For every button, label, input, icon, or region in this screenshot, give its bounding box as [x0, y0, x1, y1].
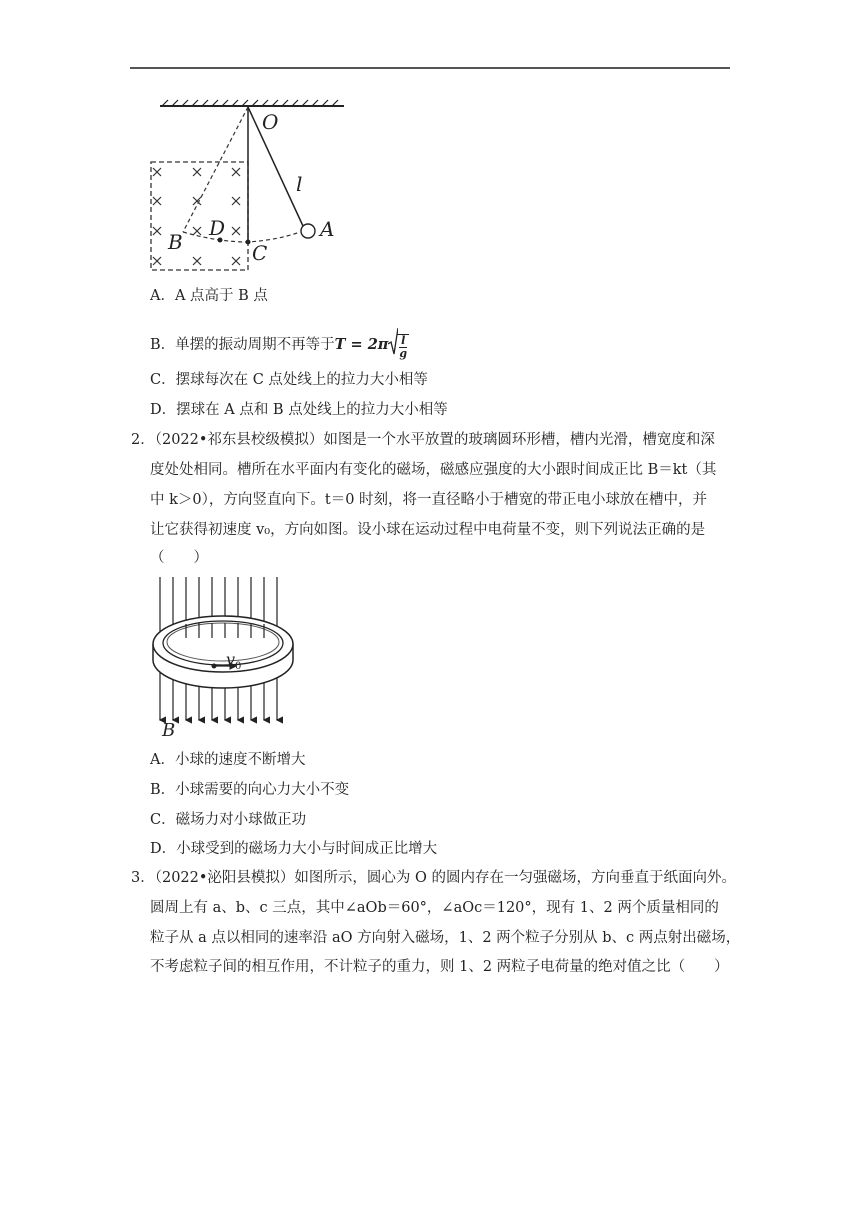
q3-line-3: 粒子从 a 点以相同的速率沿 aO 方向射入磁场，1、2 两个粒子分别从 b、c 两点射出磁场， [150, 930, 741, 946]
pendulum-figure [148, 92, 358, 277]
q1-option-d: D．摆球在 A 点和 B 点处线上的拉力大小相等 [150, 402, 448, 418]
header-rule [130, 67, 730, 69]
q2-blank: （ ） [150, 550, 208, 566]
formula-denominator: g [399, 347, 408, 360]
q2-line-3: 中 k＞0），方向竖直向下。t＝0 时刻，将一直径略小于槽宽的带正电小球放在槽中，并 [150, 492, 708, 508]
label-B: B [168, 230, 183, 254]
label-O: O [262, 110, 279, 134]
q2-line-1: 2．（2022•祁东县校级模拟）如图是一个水平放置的玻璃圆环形槽，槽内光滑，槽宽度和深 [131, 432, 715, 448]
q2-line-2: 度处处相同。槽所在水平面内有变化的磁场，磁感应强度的大小跟时间成正比 B＝kt（其 [150, 462, 717, 478]
q1-option-a: A．A 点高于 B 点 [150, 288, 268, 304]
label-A: A [320, 217, 335, 241]
q2-option-d: D．小球受到的磁场力大小与时间成正比增大 [150, 841, 438, 857]
q3-line-4: 不考虑粒子间的相互作用，不计粒子的重力，则 1、2 两粒子电荷量的绝对值之比（ ） [150, 959, 729, 975]
q2-line-4: 让它获得初速度 v₀，方向如图。设小球在运动过程中电荷量不变，则下列说法正确的是 [150, 522, 706, 538]
ring-figure [148, 572, 298, 742]
label-D: D [209, 216, 226, 240]
q1-option-c: C．摆球每次在 C 点处线上的拉力大小相等 [150, 372, 428, 388]
q1-option-b-text: B．单摆的振动周期不再等于 [150, 337, 335, 353]
label-l: l [296, 172, 303, 196]
q3-line-2: 圆周上有 a、b、c 三点，其中∠aOb＝60°，∠aOc＝120°，现有 1、2 两个质量相同的 [150, 900, 719, 916]
q2-option-c: C．磁场力对小球做正功 [150, 812, 307, 828]
period-formula [334, 334, 409, 360]
q1-option-b [150, 330, 409, 360]
sqrt-sign [388, 330, 409, 360]
q2-option-b: B．小球需要的向心力大小不变 [150, 782, 350, 798]
formula-numerator: l [401, 334, 406, 347]
label-B-field: B [162, 720, 176, 741]
label-v0: $v_0$ [226, 650, 242, 673]
q3-line-1: 3．（2022•泌阳县模拟）如图所示，圆心为 O 的圆内存在一匀强磁场，方向垂直于纸面向外。 [131, 870, 737, 886]
formula-lhs: T = 2π [334, 336, 389, 353]
label-C: C [252, 241, 268, 265]
q2-option-a: A．小球的速度不断增大 [150, 752, 306, 768]
